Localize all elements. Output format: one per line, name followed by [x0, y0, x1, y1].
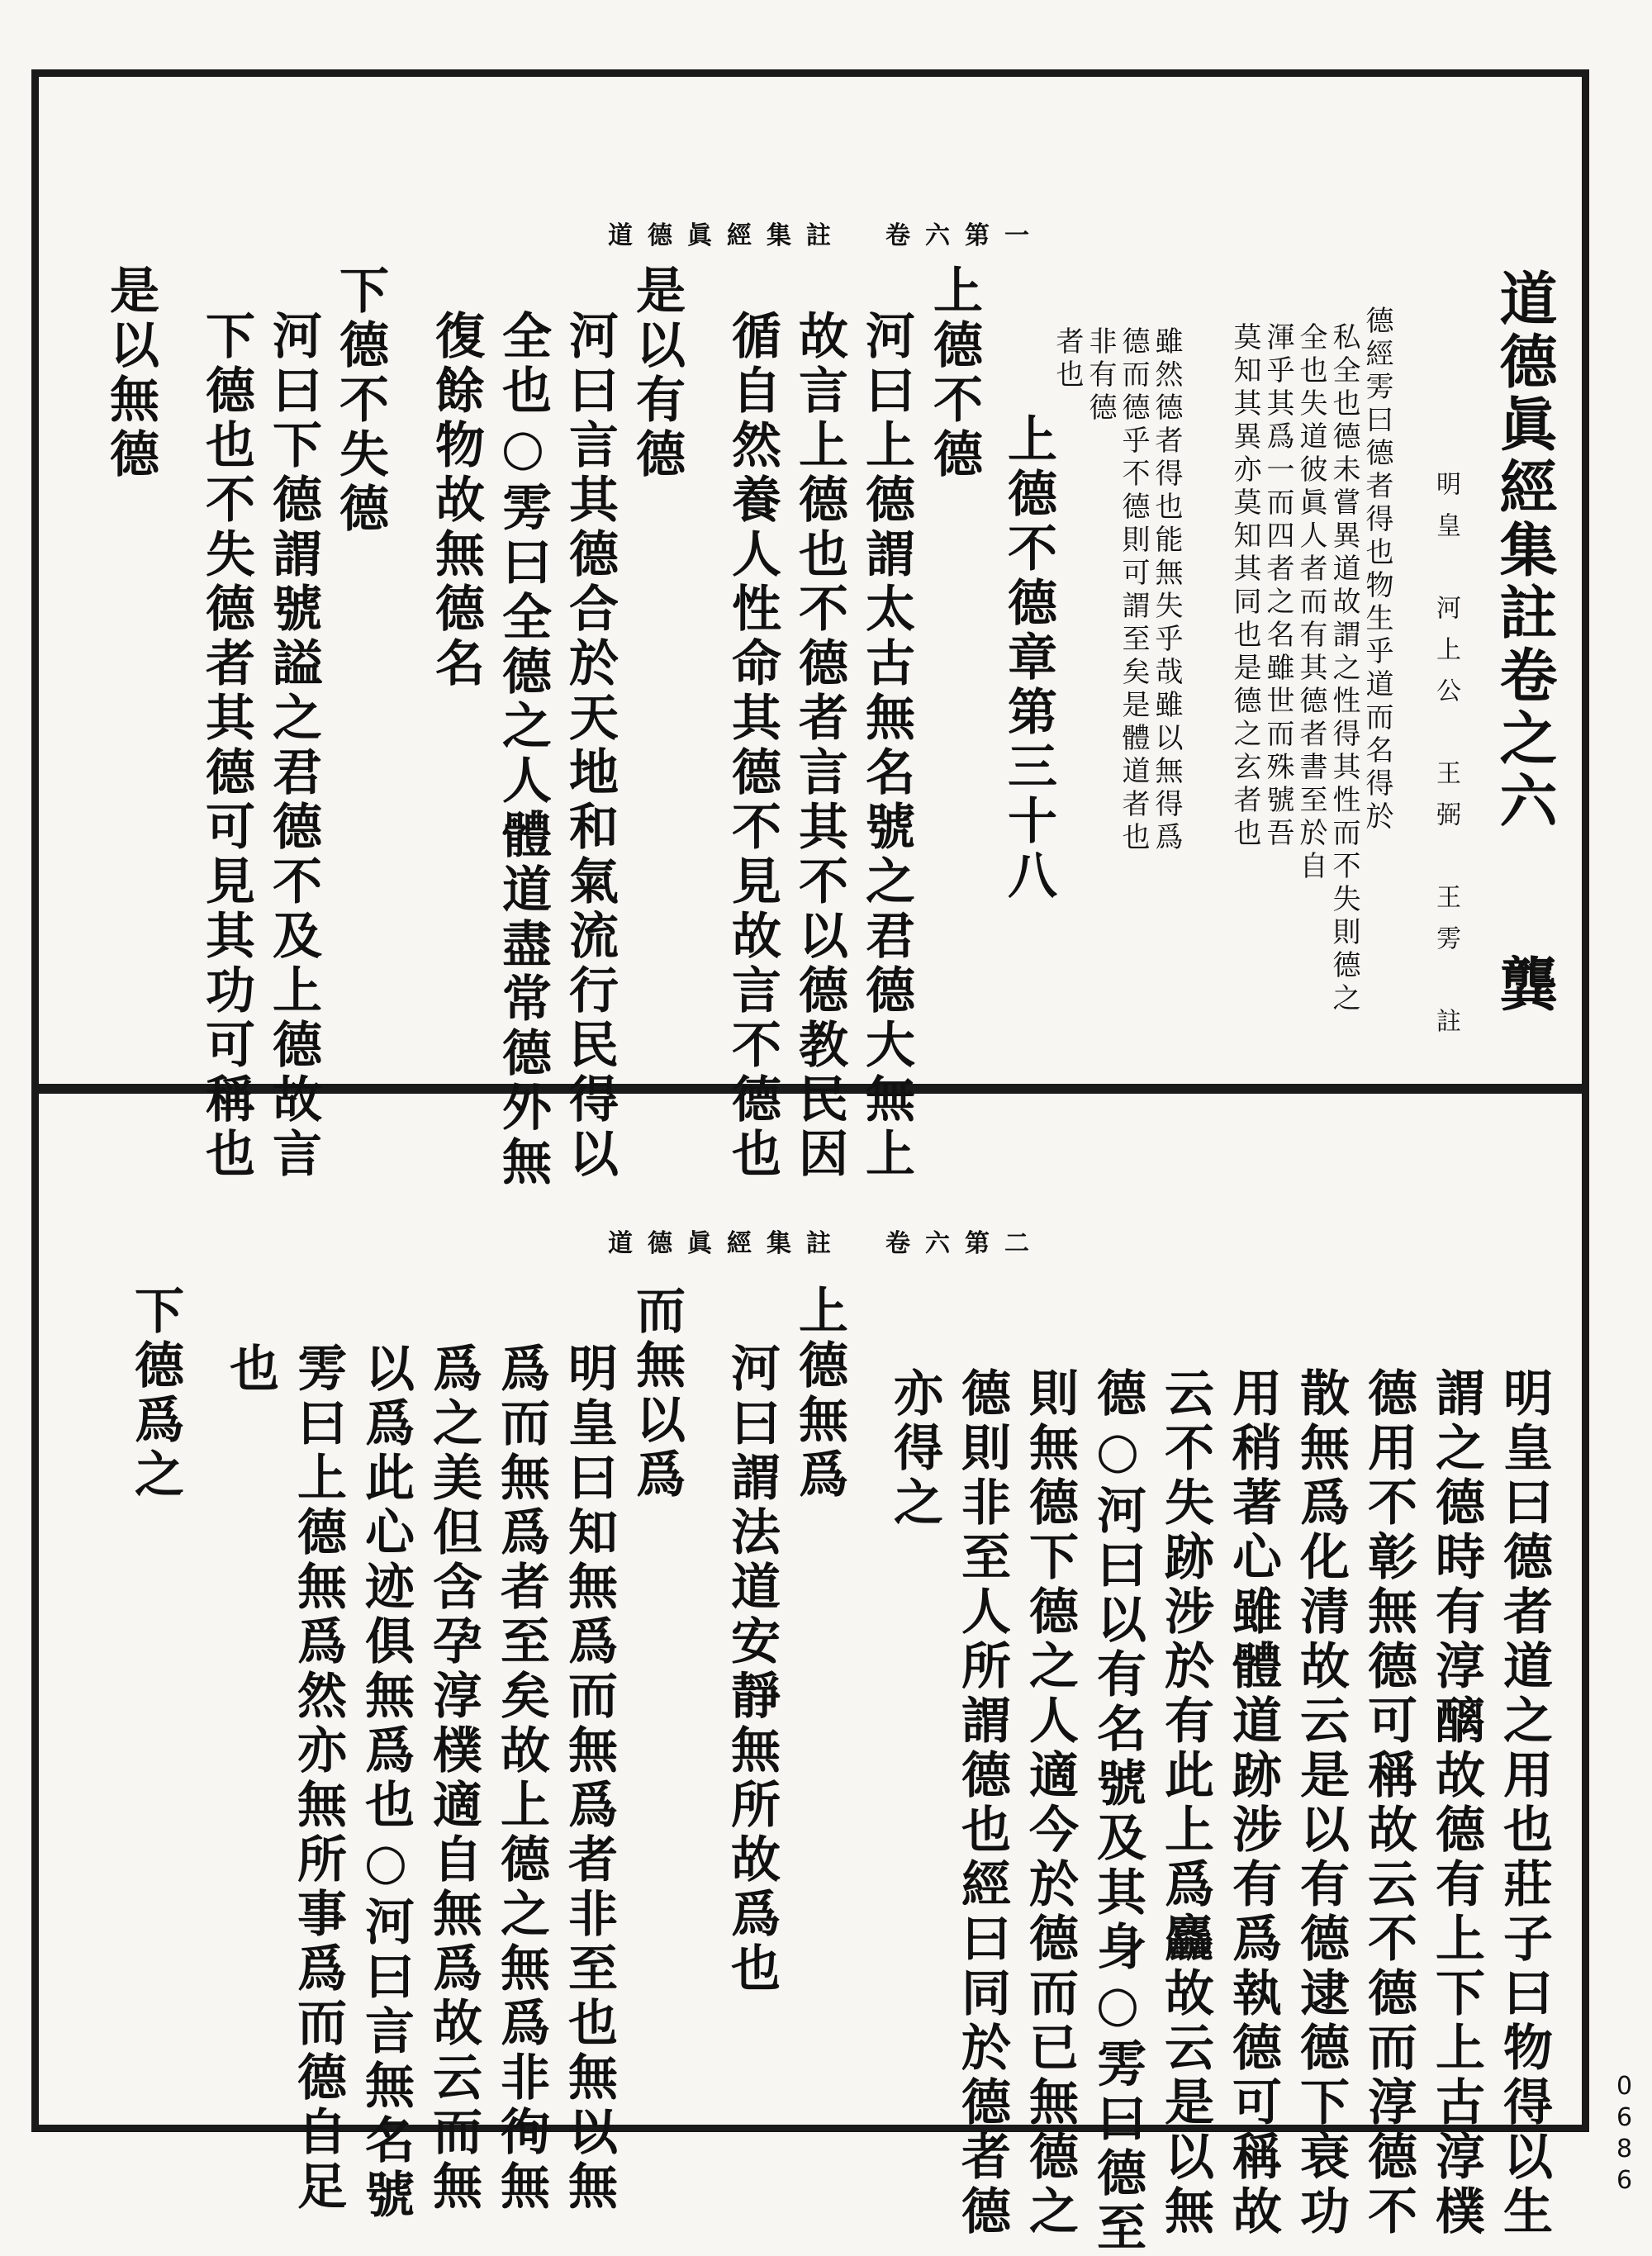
bottom-column: 以爲此心迹俱無爲也○河曰言無名號	[357, 1342, 415, 2223]
bottom-column: 下德爲之	[126, 1285, 184, 1503]
bottom-column: 則無德下德之人適今於德而已無德之	[1021, 1367, 1079, 2239]
top-column: 明皇 河上公 王弼 王雱 註	[1431, 471, 1460, 1049]
bottom-column: 用稍著心雖體道跡涉有爲執德可稱故	[1224, 1367, 1282, 2239]
top-column: 循自然養人性命其德不見故言不德也	[724, 310, 781, 1182]
bottom-column: 雱曰上德無爲然亦無所事爲而德自足	[289, 1342, 347, 2215]
bottom-column: 亦得之	[885, 1367, 943, 1531]
page-number: 0686	[1610, 2072, 1639, 2197]
bottom-column: 謂之德時有淳醨故德有上下上古淳樸	[1427, 1367, 1485, 2239]
top-column: 私全也德未嘗異道故謂之性得其性而不失則德之	[1327, 322, 1360, 1016]
top-column: 德經雱曰德者得也物生乎道而名得於	[1360, 306, 1393, 834]
bottom-column: 而無以爲	[628, 1285, 686, 1503]
top-column: 下德也不失德者其德可見其功可稱也	[197, 310, 255, 1182]
bottom-column: 明皇曰知無爲而無爲者非至也無以無	[560, 1342, 618, 2215]
top-column: 上德不德	[925, 264, 983, 482]
bottom-column: 爲之美但含孕淳樸適自無爲故云而無	[425, 1342, 482, 2215]
top-column: 全也失道彼眞人者而有其德者書至於自	[1294, 322, 1327, 884]
running-head-bottom: 道德眞經集註 卷六第二	[608, 1229, 1044, 1258]
bottom-column: 明皇曰德者道之用也莊子曰物得以生	[1495, 1367, 1553, 2239]
bottom-column: 河曰謂法道安靜無所故爲也	[723, 1342, 781, 1997]
top-column: 雖然德者得也能無失乎哉雖以無得爲	[1150, 326, 1183, 855]
bottom-column: 爲而無爲者至矣故上德之無爲非徇無	[492, 1342, 550, 2215]
top-column: 渾乎其爲一而四者之名雖世而殊號吾	[1261, 322, 1294, 851]
top-column: 龔	[1490, 954, 1559, 1017]
top-column: 全也○雱曰全德之人體道盡常德外無	[494, 310, 552, 1190]
bottom-column: 德則非至人所謂德也經曰同於德者德	[953, 1367, 1011, 2239]
top-column: 故言上德也不德者言其不以德教民因	[790, 310, 848, 1182]
top-column: 道德眞經集註卷之六	[1490, 268, 1559, 834]
bottom-column: 德用不彰無德可稱故云不德而淳德不	[1360, 1367, 1417, 2239]
top-column: 河曰下德謂號謚之君德不及上德故言	[264, 310, 322, 1182]
top-column: 是以無德	[102, 264, 159, 482]
bottom-column: 德○河曰以有名號及其身○雱曰德至	[1089, 1367, 1146, 2256]
top-column: 復餘物故無德名	[427, 310, 485, 691]
top-column: 者也	[1051, 326, 1084, 392]
bottom-column: 上德無爲	[790, 1285, 848, 1503]
top-column: 非有德	[1084, 326, 1117, 425]
bottom-column: 云不失跡涉於有此上爲麤故云是以無	[1156, 1367, 1214, 2239]
top-column: 河曰言其德合於天地和氣流行民得以	[561, 310, 619, 1182]
running-head-top: 道德眞經集註 卷六第一	[608, 221, 1044, 250]
top-column: 德而德乎不德則可謂至矣是體道者也	[1117, 326, 1150, 855]
top-column: 莫知其異亦莫知其同也是德之玄者也	[1228, 322, 1261, 851]
top-column: 下德不失德	[331, 264, 389, 537]
bottom-column: 散無爲化清故云是以有德逮德下衰功	[1292, 1367, 1350, 2239]
bottom-column: 也	[221, 1342, 279, 1397]
top-column: 河曰上德謂太古無名號之君德大無上	[857, 310, 915, 1182]
top-column: 上德不德章第三十八	[999, 413, 1057, 904]
top-column: 是以有德	[628, 264, 686, 482]
